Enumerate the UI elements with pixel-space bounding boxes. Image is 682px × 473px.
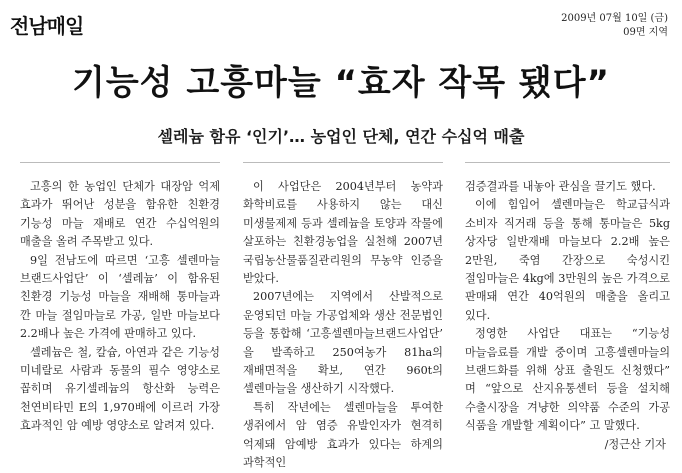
dateline	[561, 12, 668, 40]
paragraph: 이 사업단은 2004년부터 농약과 화학비료를 사용하지 않는 대신 미생물제제 등과 셀레늄을 토양과 작물에 살포하는 친환경농업을 실천해 2007년 국립농산물품질관리원의 무농약 인증을 받았다.	[243, 180, 443, 286]
newspaper-logo: 전남매일	[10, 14, 84, 38]
page-section: 09면 지역	[623, 27, 668, 38]
paragraph: 이에 힘입어 셀렌마늘은 학교급식과 소비자 직거래 등을 통해 통마늘은 5kg 상자당 일반재배 마늘보다 2.2배 높은 2만원, 죽염 간장으로 숙성시킨 절임마늘은 4kg에 3만원의 높은 가격으로 판매돼 연간 40억원의 매출을 올리고 있다.	[465, 198, 670, 322]
byline: /정근산 기자	[604, 437, 666, 451]
headline: 기능성 고흥마늘 “효자 작목 됐다”	[71, 63, 610, 103]
column-rule-3	[465, 162, 670, 163]
article-column-3	[465, 178, 670, 454]
column-rule-1	[20, 162, 220, 163]
publication-date: 2009년 07월 10일 (금)	[561, 13, 668, 24]
paragraph: 셀레늄은 철, 칼슘, 아연과 같은 기능성 미네랄로 사람과 동물의 필수 영양소로 꼽히며 유기셀레늄의 항산화 능력은 천연비타민 E의 1,970배에 이르러 가장 효과적인 암 예방 영양소로 알려져 있다.	[20, 345, 220, 433]
paragraph: 검증결과를 내놓아 관심을 끌기도 했다.	[465, 180, 656, 193]
paragraph: 2007년에는 지역에서 산발적으로 운영되던 마늘 가공업체와 생산 전문법인 등을 통합해 ‘고흥셀렌마늘브랜드사업단’ 을 발족하고 250여농가 81ha의 재배면적을 확보, 연간 960t의 셀렌마늘을 생산하기 시작했다.	[243, 290, 443, 396]
article-column-2	[243, 178, 443, 473]
paragraph: 고흥의 한 농업인 단체가 대장암 억제 효과가 뛰어난 성분을 함유한 친환경 기능성 마늘 재배로 연간 수십억원의 매출을 올려 주목받고 있다.	[20, 180, 220, 249]
subheadline: 셀레늄 함유 ‘인기’… 농업인 단체, 연간 수십억 매출	[157, 127, 525, 146]
column-rule-2	[243, 162, 443, 163]
paragraph: 정영한 사업단 대표는 “기능성 마늘음료를 개발 중이며 고흥셀렌마늘의 브랜드화를 위해 상표 출원도 신청했다” 며 “앞으로 산지유통센터 등을 설치해 수출시장을 겨냥한 의약품 수준의 가공 식품을 개발할 계획이다” 고 말했다.	[465, 327, 670, 433]
paragraph: 특히 작년에는 셀렌마늘을 투여한 생쥐에서 암 염증 유발인자가 현격히 억제돼 암예방 효과가 있다는 하계의 과학적인	[243, 400, 443, 470]
paragraph: 9일 전남도에 따르면 ‘고흥 셀렌마늘 브랜드사업단’ 이 ‘셀레늄’ 이 함유된 친환경 기능성 마늘을 재배해 통마늘과 깐 마늘 절임마늘로 가공, 일반 마늘보다 2.2배나 높은 가격에 판매하고 있다.	[20, 253, 220, 341]
masthead	[0, 0, 682, 44]
article-column-1	[20, 178, 220, 436]
